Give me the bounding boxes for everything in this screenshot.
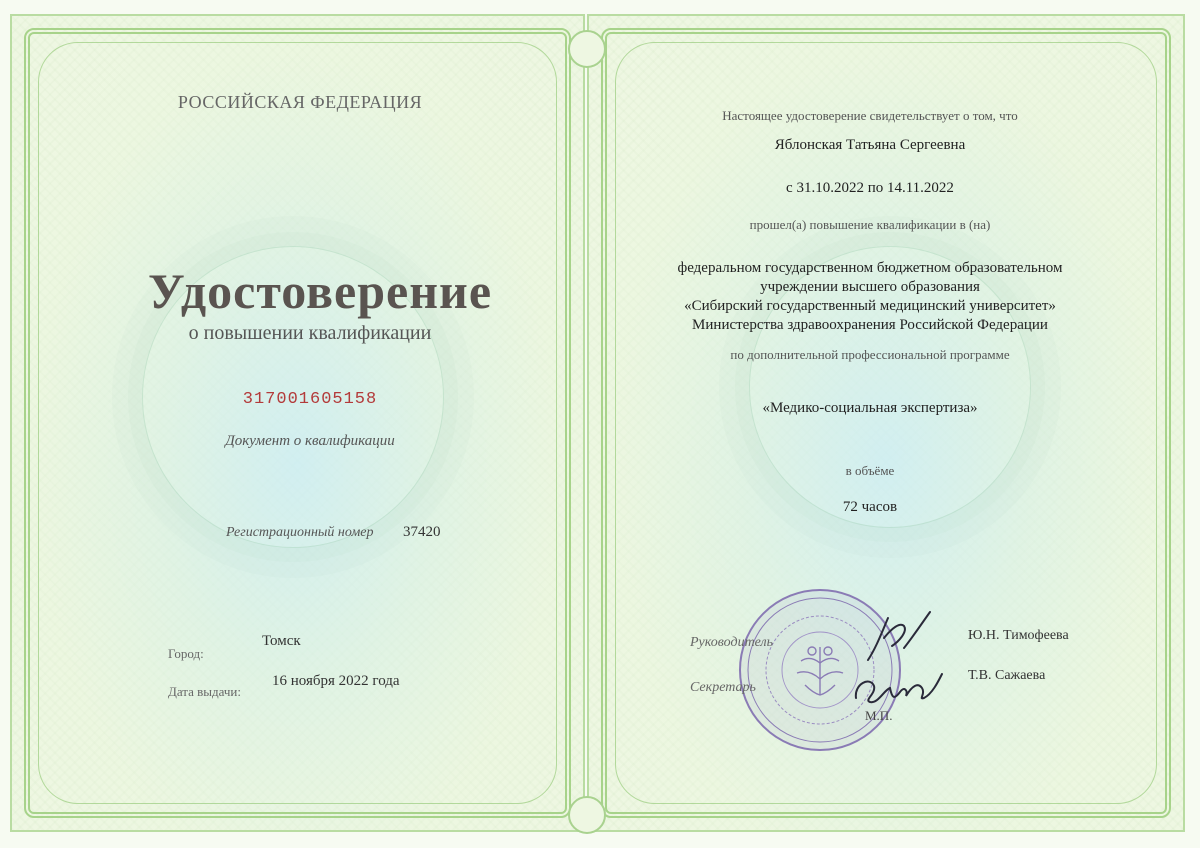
secretary-signature — [850, 668, 945, 708]
fold-ornament-bottom — [568, 796, 606, 834]
organization-line: федеральном государственном бюджетном образовательном — [677, 260, 1063, 276]
document-subtitle: о повышении квалификации — [188, 322, 432, 344]
training-period: с 31.10.2022 по 14.11.2022 — [786, 180, 954, 196]
serial-number: 317001605158 — [242, 390, 378, 409]
registration-label: Регистрационный номер — [226, 525, 374, 540]
passed-text: прошел(а) повышение квалификации в (на) — [749, 217, 991, 232]
fold-ornament-top — [568, 30, 606, 68]
program-label: по дополнительной профессиональной программе — [730, 347, 1010, 362]
head-label: Руководитель — [690, 635, 774, 650]
head-signature — [858, 608, 938, 668]
intro-text: Настоящее удостоверение свидетельствует о том, что — [722, 108, 1018, 123]
secretary-label: Секретарь — [690, 680, 756, 695]
issue-date-label: Дата выдачи: — [168, 684, 242, 699]
document-title: Удостоверение — [147, 263, 493, 319]
guilloche-frame — [24, 28, 571, 818]
volume-hours: 72 часов — [842, 499, 898, 515]
left-page — [10, 14, 585, 832]
document-kind: Документ о квалификации — [225, 433, 395, 449]
program-name: «Медико-социальная экспертиза» — [762, 400, 978, 416]
registration-number: 37420 — [403, 524, 441, 540]
organization-line: Министерства здравоохранения Российской Федерации — [692, 317, 1048, 333]
country-heading: РОССИЙСКАЯ ФЕДЕРАЦИЯ — [177, 92, 423, 112]
secretary-name: Т.В. Сажаева — [968, 668, 1046, 683]
stamp-place-mark: М.П. — [865, 708, 893, 723]
head-name: Ю.Н. Тимофеева — [968, 628, 1069, 643]
organization-line: учреждении высшего образования — [760, 279, 980, 295]
city-label: Город: — [168, 646, 204, 661]
holder-name: Яблонская Татьяна Сергеевна — [774, 137, 966, 153]
city-value: Томск — [262, 633, 301, 649]
organization-block — [610, 259, 1130, 335]
volume-label: в объёме — [845, 463, 895, 478]
issue-date-value: 16 ноября 2022 года — [272, 673, 400, 689]
organization-line: «Сибирский государственный медицинский университет» — [684, 298, 1056, 314]
